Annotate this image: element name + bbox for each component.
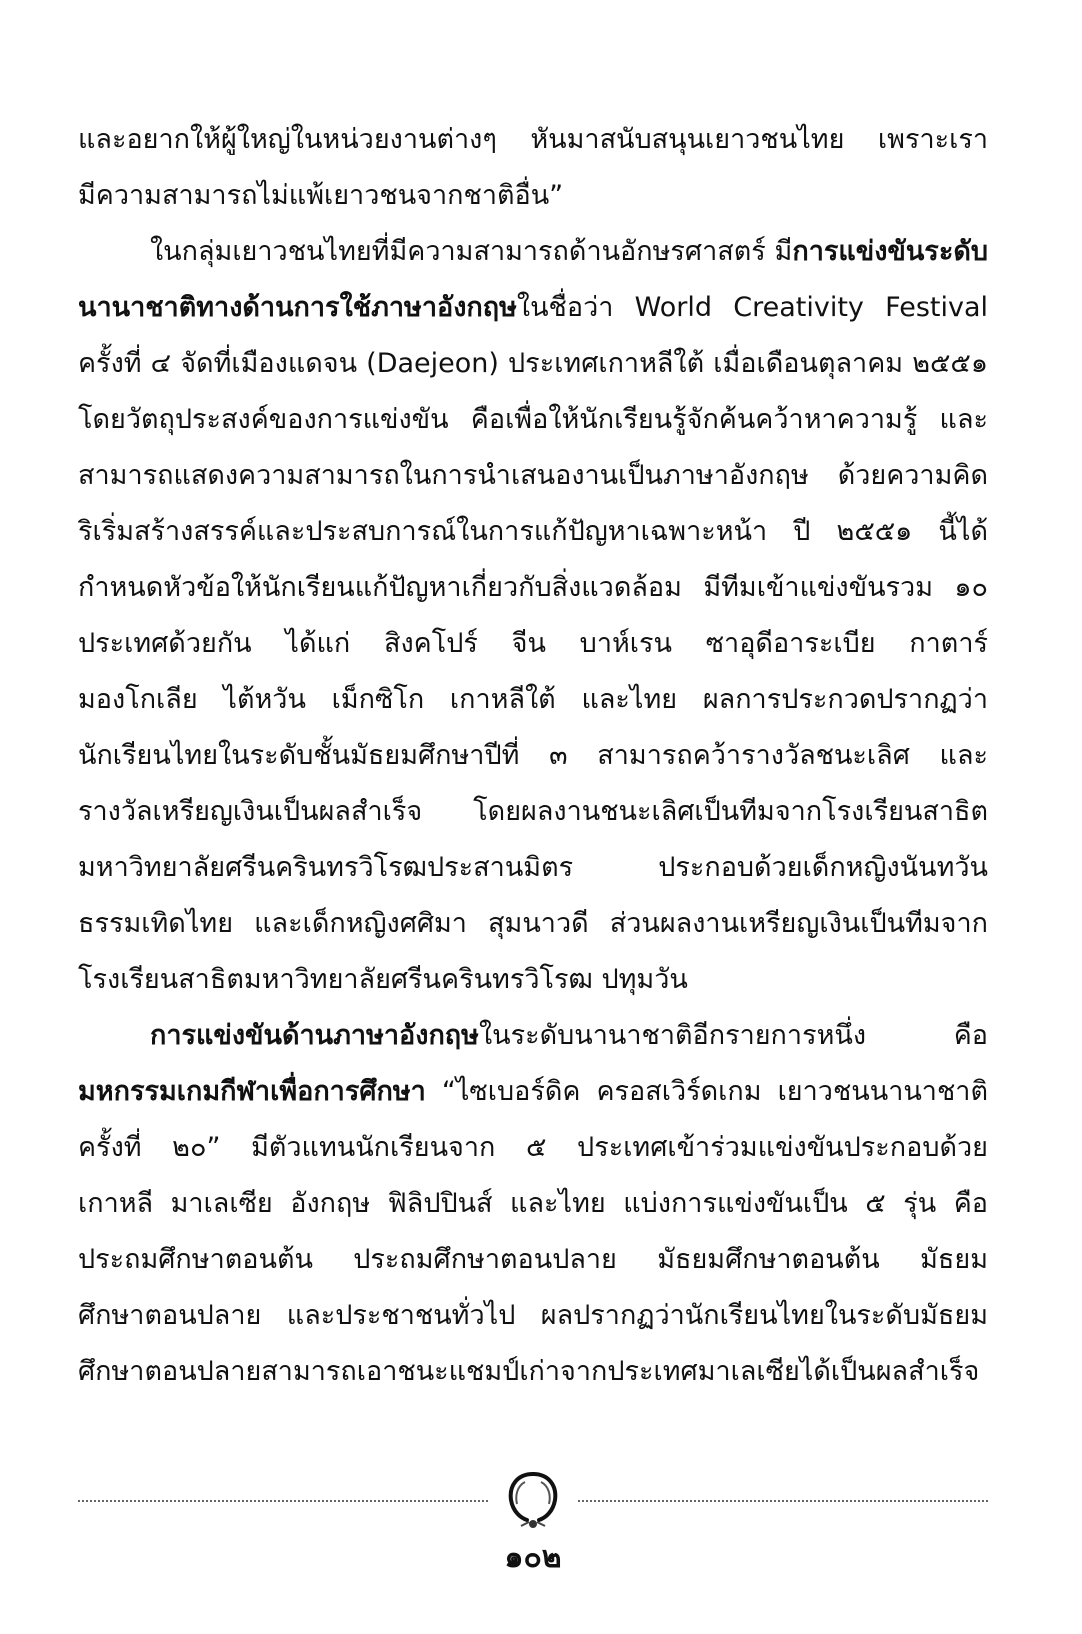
body-text [78,112,988,1400]
text-line [78,392,988,448]
bold-text-segment: นานาชาติทางด้านการใช้ภาษาอังกฤษ [78,292,517,323]
text-segment: ประถมศึกษาตอนต้น ประถมศึกษาตอนปลาย มัธยมศึกษาตอนต้น มัธยม [78,1244,988,1275]
text-line [78,168,988,224]
text-line [78,896,988,952]
text-segment: รางวัลเหรียญเงินเป็นผลสำเร็จ โดยผลงานชนะเลิศเป็นทีมจากโรงเรียนสาธิต [78,796,988,827]
text-line [78,560,988,616]
text-segment: มหาวิทยาลัยศรีนครินทรวิโรฒประสานมิตร ประกอบด้วยเด็กหญิงนันทวัน [78,852,988,883]
text-line [78,1288,988,1344]
page-footer [78,1450,988,1575]
footer-divider-right [578,1500,988,1502]
text-line [78,224,988,280]
text-segment: สามารถแสดงความสามารถในการนำเสนองานเป็นภาษาอังกฤษ ด้วยความคิด [78,460,988,491]
text-segment: ในกลุ่มเยาวชนไทยที่มีความสามารถด้านอักษรศาสตร์ มี [150,236,793,267]
text-line [78,112,988,168]
text-segment: ศึกษาตอนปลาย และประชาชนทั่วไป ผลปรากฏว่านักเรียนไทยในระดับมัธยม [78,1300,988,1331]
text-line [78,1064,988,1120]
text-line [78,1176,988,1232]
text-line [78,1008,988,1064]
wreath-ornament-icon [503,1468,563,1532]
bold-text-segment: การแข่งขันระดับ [792,236,988,267]
text-line [78,1232,988,1288]
text-line [78,448,988,504]
text-line [78,1120,988,1176]
text-segment: ครั้งที่ ๔ จัดที่เมืองแดจน (Daejeon) ประเทศเกาหลีใต้ เมื่อเดือนตุลาคม ๒๕๕๑ [78,348,988,379]
footer-divider-left [78,1500,488,1502]
text-segment: ศึกษาตอนปลายสามารถเอาชนะแชมป์เก่าจากประเทศมาเลเซียได้เป็นผลสำเร็จ [78,1356,980,1387]
text-line [78,784,988,840]
text-segment: ประเทศด้วยกัน ได้แก่ สิงคโปร์ จีน บาห์เรน ซาอุดีอาระเบีย กาตาร์ [78,628,988,659]
text-segment: กำหนดหัวข้อให้นักเรียนแก้ปัญหาเกี่ยวกับสิ่งแวดล้อม มีทีมเข้าแข่งขันรวม ๑๐ [78,572,988,603]
text-line [78,504,988,560]
text-segment: ครั้งที่ ๒๐” มีตัวแทนนักเรียนจาก ๕ ประเทศเข้าร่วมแข่งขันประกอบด้วย [78,1132,988,1163]
text-segment: มีความสามารถไม่แพ้เยาวชนจากชาติอื่น” [78,180,564,211]
text-segment: “ไซเบอร์ดิค ครอสเวิร์ดเกม เยาวชนนานาชาติ [425,1076,988,1107]
text-line [78,728,988,784]
text-line [78,280,988,336]
text-line [78,840,988,896]
text-segment: โรงเรียนสาธิตมหาวิทยาลัยศรีนครินทรวิโรฒ ปทุมวัน [78,964,688,995]
text-line [78,616,988,672]
text-segment: ในระดับนานาชาติอีกรายการหนึ่ง คือ [478,1020,988,1051]
bold-text-segment: การแข่งขันด้านภาษาอังกฤษ [150,1020,479,1051]
text-segment: ธรรมเทิดไทย และเด็กหญิงศศิมา สุมนาวดี ส่วนผลงานเหรียญเงินเป็นทีมจาก [78,908,988,939]
page-number: ๑๐๒ [504,1540,562,1575]
bold-text-segment: มหกรรมเกมกีฬาเพื่อการศึกษา [78,1076,426,1107]
text-segment: ริเริ่มสร้างสรรค์และประสบการณ์ในการแก้ปัญหาเฉพาะหน้า ปี ๒๕๕๑ นี้ได้ [78,516,988,547]
text-segment: มองโกเลีย ไต้หวัน เม็กซิโก เกาหลีใต้ และไทย ผลการประกวดปรากฏว่า [78,684,988,715]
text-segment: นักเรียนไทยในระดับชั้นมัธยมศึกษาปีที่ ๓ สามารถคว้ารางวัลชนะเลิศ และ [78,740,988,771]
text-segment: เกาหลี มาเลเซีย อังกฤษ ฟิลิปปินส์ และไทย แบ่งการแข่งขันเป็น ๕ รุ่น คือ [78,1188,988,1219]
text-line [78,336,988,392]
text-line [78,1344,988,1400]
text-line [78,952,988,1008]
text-segment: ในชื่อว่า World Creativity Festival [516,292,988,323]
text-segment: และอยากให้ผู้ใหญ่ในหน่วยงานต่างๆ หันมาสนับสนุนเยาวชนไทย เพราะเรา [78,124,988,155]
text-line [78,672,988,728]
text-segment: โดยวัตถุประสงค์ของการแข่งขัน คือเพื่อให้นักเรียนรู้จักค้นคว้าหาความรู้ และ [78,404,988,435]
